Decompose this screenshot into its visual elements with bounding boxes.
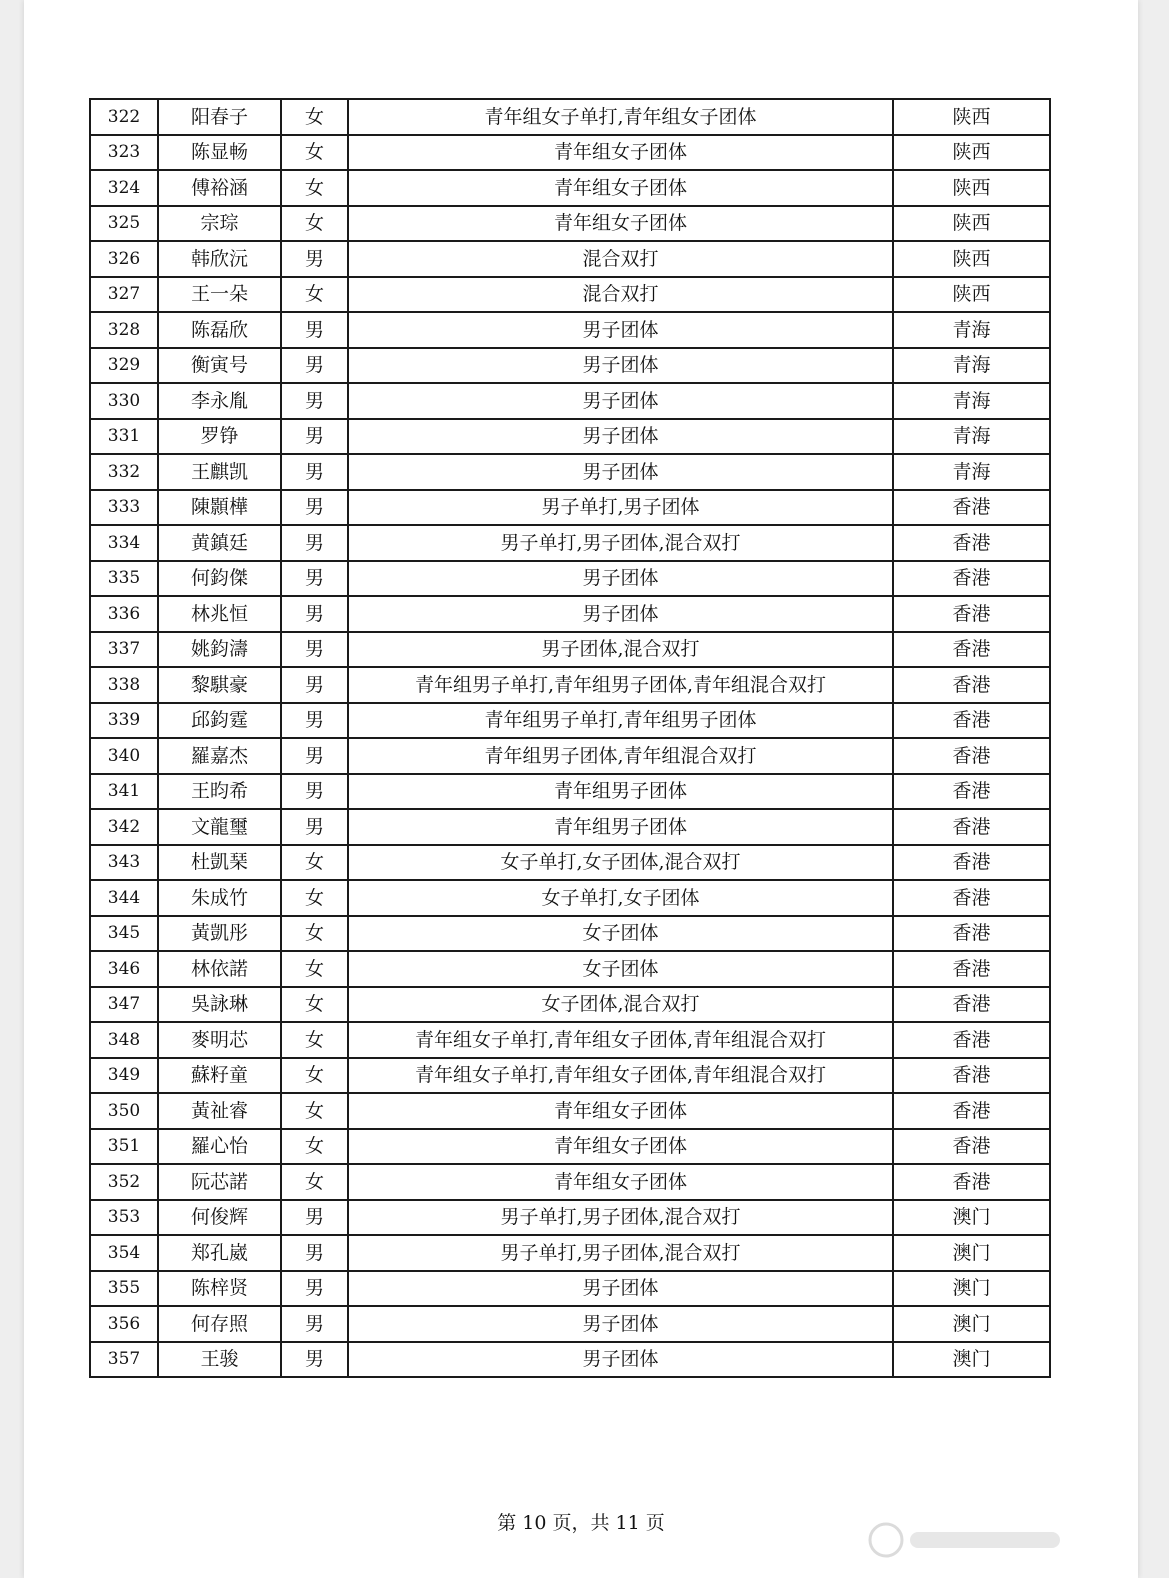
- cell-events: 男子单打,男子团体,混合双打: [348, 525, 893, 561]
- cell-events: 男子团体,混合双打: [348, 632, 893, 668]
- cell-events: 男子团体: [348, 1342, 893, 1378]
- table-row: [90, 738, 1050, 774]
- cell-name: 衡寅号: [158, 348, 281, 384]
- cell-gender: 女: [281, 1129, 348, 1165]
- cell-name: 阮芯諾: [158, 1164, 281, 1200]
- cell-number: 350: [90, 1093, 158, 1129]
- cell-number: 326: [90, 241, 158, 277]
- cell-gender: 男: [281, 667, 348, 703]
- cell-events: 男子团体: [348, 561, 893, 597]
- cell-gender: 女: [281, 916, 348, 952]
- cell-name: 林兆恒: [158, 596, 281, 632]
- table-row: [90, 170, 1050, 206]
- cell-number: 351: [90, 1129, 158, 1165]
- cell-events: 青年组女子团体: [348, 170, 893, 206]
- cell-region: 香港: [893, 774, 1050, 810]
- table-row: [90, 951, 1050, 987]
- cell-name: 羅心怡: [158, 1129, 281, 1165]
- table-row: [90, 987, 1050, 1023]
- cell-gender: 男: [281, 490, 348, 526]
- cell-events: 男子团体: [348, 596, 893, 632]
- cell-number: 344: [90, 880, 158, 916]
- cell-number: 334: [90, 525, 158, 561]
- cell-name: 邱鈞霆: [158, 703, 281, 739]
- cell-region: 香港: [893, 596, 1050, 632]
- cell-number: 356: [90, 1306, 158, 1342]
- table-row: [90, 1022, 1050, 1058]
- cell-gender: 男: [281, 241, 348, 277]
- cell-gender: 男: [281, 1200, 348, 1236]
- cell-gender: 男: [281, 348, 348, 384]
- cell-name: 何俊辉: [158, 1200, 281, 1236]
- cell-gender: 男: [281, 809, 348, 845]
- cell-region: 香港: [893, 490, 1050, 526]
- table-row: [90, 1164, 1050, 1200]
- cell-number: 343: [90, 845, 158, 881]
- cell-events: 男子团体: [348, 419, 893, 455]
- cell-events: 青年组男子团体: [348, 774, 893, 810]
- cell-gender: 女: [281, 987, 348, 1023]
- cell-number: 352: [90, 1164, 158, 1200]
- cell-events: 女子团体: [348, 951, 893, 987]
- cell-gender: 男: [281, 419, 348, 455]
- cell-region: 香港: [893, 1022, 1050, 1058]
- cell-region: 青海: [893, 312, 1050, 348]
- cell-region: 陕西: [893, 206, 1050, 242]
- cell-region: 澳门: [893, 1271, 1050, 1307]
- cell-number: 332: [90, 454, 158, 490]
- cell-events: 男子团体: [348, 312, 893, 348]
- table-row: [90, 774, 1050, 810]
- cell-gender: 男: [281, 383, 348, 419]
- cell-gender: 女: [281, 170, 348, 206]
- table-row: [90, 1200, 1050, 1236]
- cell-number: 325: [90, 206, 158, 242]
- cell-events: 混合双打: [348, 241, 893, 277]
- cell-region: 澳门: [893, 1306, 1050, 1342]
- cell-name: 韩欣沅: [158, 241, 281, 277]
- cell-name: 陈梓贤: [158, 1271, 281, 1307]
- cell-number: 339: [90, 703, 158, 739]
- table-row: [90, 312, 1050, 348]
- table-row: [90, 348, 1050, 384]
- cell-gender: 男: [281, 312, 348, 348]
- cell-events: 女子团体,混合双打: [348, 987, 893, 1023]
- cell-gender: 女: [281, 206, 348, 242]
- table-row: [90, 383, 1050, 419]
- cell-region: 香港: [893, 880, 1050, 916]
- cell-name: 陳顥樺: [158, 490, 281, 526]
- cell-gender: 女: [281, 99, 348, 135]
- cell-gender: 女: [281, 1093, 348, 1129]
- cell-number: 328: [90, 312, 158, 348]
- cell-gender: 男: [281, 1235, 348, 1271]
- table-row: [90, 1093, 1050, 1129]
- table-row: [90, 1306, 1050, 1342]
- cell-events: 青年组男子单打,青年组男子团体: [348, 703, 893, 739]
- cell-events: 青年组女子单打,青年组女子团体,青年组混合双打: [348, 1022, 893, 1058]
- table-row: [90, 525, 1050, 561]
- cell-name: 王骏: [158, 1342, 281, 1378]
- table-row: [90, 596, 1050, 632]
- cell-number: 337: [90, 632, 158, 668]
- cell-events: 男子团体: [348, 348, 893, 384]
- cell-gender: 女: [281, 1164, 348, 1200]
- table-row: [90, 419, 1050, 455]
- cell-name: 阳春子: [158, 99, 281, 135]
- cell-name: 王一朵: [158, 277, 281, 313]
- cell-events: 青年组女子团体: [348, 1164, 893, 1200]
- cell-number: 336: [90, 596, 158, 632]
- cell-number: 330: [90, 383, 158, 419]
- cell-number: 349: [90, 1058, 158, 1094]
- roster-table: [89, 98, 1051, 1378]
- cell-number: 322: [90, 99, 158, 135]
- table-row: [90, 880, 1050, 916]
- cell-events: 青年组女子团体: [348, 1093, 893, 1129]
- cell-gender: 女: [281, 1058, 348, 1094]
- cell-name: 吳詠琳: [158, 987, 281, 1023]
- cell-gender: 女: [281, 277, 348, 313]
- cell-region: 香港: [893, 632, 1050, 668]
- cell-events: 男子单打,男子团体,混合双打: [348, 1235, 893, 1271]
- cell-name: 罗铮: [158, 419, 281, 455]
- table-row: [90, 703, 1050, 739]
- cell-number: 353: [90, 1200, 158, 1236]
- table-row: [90, 241, 1050, 277]
- cell-gender: 女: [281, 880, 348, 916]
- cell-events: 男子团体: [348, 1271, 893, 1307]
- cell-region: 青海: [893, 348, 1050, 384]
- cell-number: 324: [90, 170, 158, 206]
- cell-gender: 女: [281, 951, 348, 987]
- table-row: [90, 667, 1050, 703]
- cell-name: 黎騏豪: [158, 667, 281, 703]
- cell-number: 329: [90, 348, 158, 384]
- cell-events: 青年组男子单打,青年组男子团体,青年组混合双打: [348, 667, 893, 703]
- table-row: [90, 1129, 1050, 1165]
- cell-gender: 男: [281, 561, 348, 597]
- cell-gender: 男: [281, 703, 348, 739]
- cell-number: 348: [90, 1022, 158, 1058]
- cell-region: 青海: [893, 454, 1050, 490]
- cell-number: 347: [90, 987, 158, 1023]
- table-row: [90, 1235, 1050, 1271]
- table-row: [90, 454, 1050, 490]
- cell-gender: 女: [281, 135, 348, 171]
- cell-region: 香港: [893, 1093, 1050, 1129]
- table-row: [90, 490, 1050, 526]
- cell-region: 澳门: [893, 1342, 1050, 1378]
- cell-number: 357: [90, 1342, 158, 1378]
- cell-number: 327: [90, 277, 158, 313]
- cell-name: 姚鈞濤: [158, 632, 281, 668]
- cell-name: 宗琮: [158, 206, 281, 242]
- cell-region: 陕西: [893, 277, 1050, 313]
- cell-number: 355: [90, 1271, 158, 1307]
- cell-events: 女子单打,女子团体: [348, 880, 893, 916]
- cell-region: 香港: [893, 1129, 1050, 1165]
- table-row: [90, 1342, 1050, 1378]
- cell-number: 335: [90, 561, 158, 597]
- cell-number: 323: [90, 135, 158, 171]
- cell-name: 陈显畅: [158, 135, 281, 171]
- cell-region: 香港: [893, 951, 1050, 987]
- cell-region: 香港: [893, 738, 1050, 774]
- table-row: [90, 561, 1050, 597]
- cell-events: 男子团体: [348, 383, 893, 419]
- cell-region: 香港: [893, 845, 1050, 881]
- cell-gender: 男: [281, 1342, 348, 1378]
- cell-events: 青年组女子单打,青年组女子团体,青年组混合双打: [348, 1058, 893, 1094]
- cell-region: 香港: [893, 916, 1050, 952]
- cell-name: 林依諾: [158, 951, 281, 987]
- cell-region: 香港: [893, 667, 1050, 703]
- cell-name: 何存照: [158, 1306, 281, 1342]
- cell-name: 王麒凯: [158, 454, 281, 490]
- table-row: [90, 809, 1050, 845]
- cell-number: 342: [90, 809, 158, 845]
- table-row: [90, 1058, 1050, 1094]
- cell-region: 香港: [893, 525, 1050, 561]
- cell-gender: 女: [281, 845, 348, 881]
- cell-events: 青年组女子团体: [348, 206, 893, 242]
- cell-events: 男子团体: [348, 1306, 893, 1342]
- table-row: [90, 99, 1050, 135]
- cell-region: 陕西: [893, 99, 1050, 135]
- cell-region: 陕西: [893, 241, 1050, 277]
- cell-name: 黃祉睿: [158, 1093, 281, 1129]
- cell-name: 郑孔崴: [158, 1235, 281, 1271]
- cell-region: 陕西: [893, 170, 1050, 206]
- cell-region: 香港: [893, 1058, 1050, 1094]
- cell-name: 黃凱彤: [158, 916, 281, 952]
- cell-region: 香港: [893, 987, 1050, 1023]
- cell-name: 杜凱琹: [158, 845, 281, 881]
- cell-number: 346: [90, 951, 158, 987]
- table-row: [90, 845, 1050, 881]
- table-row: [90, 277, 1050, 313]
- cell-name: 傅裕涵: [158, 170, 281, 206]
- table-row: [90, 916, 1050, 952]
- cell-events: 青年组女子单打,青年组女子团体: [348, 99, 893, 135]
- cell-events: 青年组男子团体: [348, 809, 893, 845]
- cell-events: 男子单打,男子团体: [348, 490, 893, 526]
- cell-name: 陈磊欣: [158, 312, 281, 348]
- cell-region: 青海: [893, 383, 1050, 419]
- cell-region: 香港: [893, 703, 1050, 739]
- cell-number: 345: [90, 916, 158, 952]
- cell-region: 香港: [893, 809, 1050, 845]
- cell-region: 香港: [893, 1164, 1050, 1200]
- cell-number: 340: [90, 738, 158, 774]
- cell-region: 澳门: [893, 1200, 1050, 1236]
- cell-gender: 男: [281, 596, 348, 632]
- cell-gender: 男: [281, 774, 348, 810]
- cell-name: 蘇籽童: [158, 1058, 281, 1094]
- cell-gender: 男: [281, 632, 348, 668]
- cell-number: 341: [90, 774, 158, 810]
- cell-events: 混合双打: [348, 277, 893, 313]
- cell-gender: 男: [281, 738, 348, 774]
- cell-events: 女子团体: [348, 916, 893, 952]
- watermark-logo-icon: [864, 1518, 1074, 1562]
- cell-name: 羅嘉杰: [158, 738, 281, 774]
- cell-events: 男子团体: [348, 454, 893, 490]
- cell-name: 王昀希: [158, 774, 281, 810]
- cell-gender: 男: [281, 525, 348, 561]
- cell-number: 338: [90, 667, 158, 703]
- cell-name: 何鈞傑: [158, 561, 281, 597]
- table-row: [90, 206, 1050, 242]
- cell-number: 331: [90, 419, 158, 455]
- table-row: [90, 632, 1050, 668]
- cell-region: 青海: [893, 419, 1050, 455]
- cell-region: 陕西: [893, 135, 1050, 171]
- document-page: [24, 0, 1138, 1578]
- cell-gender: 男: [281, 1306, 348, 1342]
- cell-name: 李永胤: [158, 383, 281, 419]
- cell-number: 333: [90, 490, 158, 526]
- page-number-footer: 第 10 页，共 11 页: [497, 1512, 665, 1534]
- cell-events: 青年组女子团体: [348, 1129, 893, 1165]
- cell-name: 黄鎮廷: [158, 525, 281, 561]
- cell-gender: 女: [281, 1022, 348, 1058]
- table-row: [90, 135, 1050, 171]
- cell-region: 香港: [893, 561, 1050, 597]
- cell-name: 文龍璽: [158, 809, 281, 845]
- cell-gender: 男: [281, 1271, 348, 1307]
- cell-name: 朱成竹: [158, 880, 281, 916]
- roster-table-body: [90, 99, 1050, 1377]
- cell-number: 354: [90, 1235, 158, 1271]
- cell-events: 女子单打,女子团体,混合双打: [348, 845, 893, 881]
- cell-name: 麥明芯: [158, 1022, 281, 1058]
- cell-events: 青年组女子团体: [348, 135, 893, 171]
- table-row: [90, 1271, 1050, 1307]
- cell-gender: 男: [281, 454, 348, 490]
- cell-events: 青年组男子团体,青年组混合双打: [348, 738, 893, 774]
- cell-region: 澳门: [893, 1235, 1050, 1271]
- cell-events: 男子单打,男子团体,混合双打: [348, 1200, 893, 1236]
